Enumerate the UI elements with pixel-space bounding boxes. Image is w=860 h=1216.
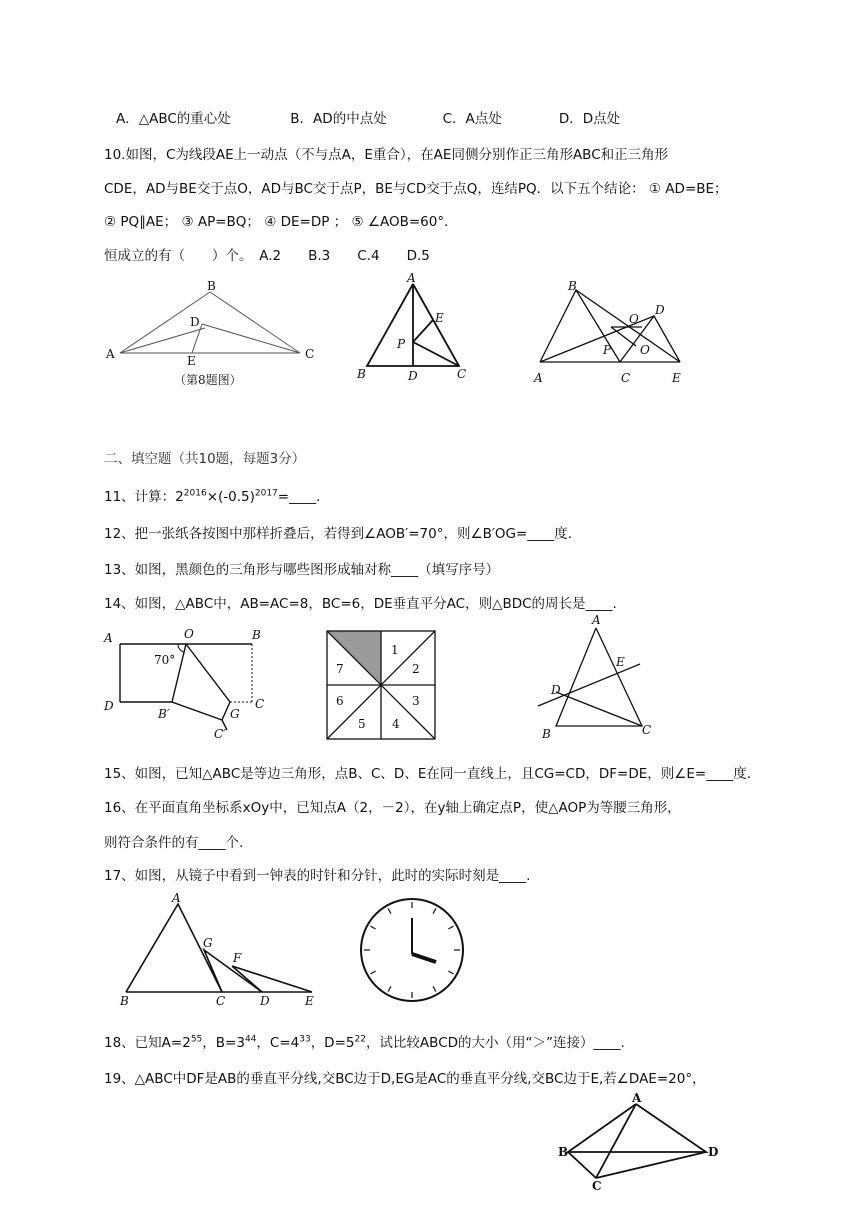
fig10-label-o1: O <box>629 312 639 326</box>
fig15-label-g: G <box>203 936 213 950</box>
fig-iso-label-b: B <box>357 367 366 381</box>
q18-e4: 22 <box>354 1034 366 1045</box>
section-2-heading: 二、填空题（共10题，每题3分） <box>104 451 306 467</box>
q12: 12、把一张纸各按图中那样折叠后，若得到∠AOB′=70°，则∠B′OG=____度. <box>104 526 573 542</box>
fig13-label-5: 5 <box>358 717 366 731</box>
fig15-label-c: C <box>216 994 226 1008</box>
figure-q13-grid <box>324 628 439 743</box>
q11-prefix: 11、计算：2 <box>104 489 184 505</box>
fig13-label-6: 6 <box>336 694 344 708</box>
q18-e3: 33 <box>299 1034 311 1045</box>
q11-exp1: 2016 <box>183 488 207 499</box>
fig12-label-b-prime: B′ <box>158 707 170 721</box>
fig8-label-b: B <box>207 279 216 293</box>
fig-iso-label-d: D <box>408 369 418 383</box>
fig8-label-a: A <box>106 347 115 361</box>
fig19-label-d: D <box>708 1145 719 1159</box>
figure-q10 <box>528 278 698 388</box>
q9-option-a: A．△ABC的重心处 <box>116 111 231 127</box>
fig14-label-b: B <box>542 727 551 741</box>
q18-t3: ，C=4 <box>256 1035 300 1051</box>
q9-option-b: B．AD的中点处 <box>290 111 387 127</box>
q18 <box>104 1033 625 1053</box>
q16-line2: 则符合条件的有____个. <box>104 835 244 851</box>
q15: 15、如图，已知△ABC是等边三角形，点B、C、D、E在同一直线上，且CG=CD，DF=DE，则∠E=____度. <box>104 766 752 782</box>
q9-option-c: C．A点处 <box>442 111 502 127</box>
q11 <box>104 487 320 507</box>
fig15-label-a: A <box>172 891 181 905</box>
q17: 17、如图，从镜子中看到一钟表的时针和分针，此时的实际时刻是____. <box>104 868 531 884</box>
q18-e2: 44 <box>244 1034 257 1045</box>
fig12-label-g: G <box>230 707 240 721</box>
q14: 14、如图，△ABC中，AB=AC=8，BC=6，DE垂直平分AC，则△BDC的周长是____. <box>104 596 617 612</box>
figure-q12-fold <box>100 626 275 741</box>
fig-iso-label-p: P <box>397 337 406 351</box>
fig-iso-label-e: E <box>435 311 444 325</box>
q18-t4: ，D=5 <box>310 1035 355 1051</box>
figure-q8 <box>100 280 330 390</box>
fig8-label-e: E <box>187 354 196 368</box>
fig12-label-o: O <box>184 627 194 641</box>
fig10-label-c: C <box>621 371 631 385</box>
fig-iso-label-c: C <box>457 367 467 381</box>
fig10-label-b: B <box>568 279 577 293</box>
fig10-label-d: D <box>655 303 665 317</box>
fig12-label-b: B <box>252 628 261 642</box>
q16-line1: 16、在平面直角坐标系xOy中，已知点A（2，－2），在y轴上确定点P，使△AOP为等腰三角形， <box>104 800 681 816</box>
fig13-label-7: 7 <box>336 662 344 676</box>
fig13-label-4: 4 <box>392 717 400 731</box>
fig8-label-c: C <box>305 347 315 361</box>
fig15-label-d: D <box>260 994 270 1008</box>
q19: 19、△ABC中DF是AB的垂直平分线,交BC边于D,EG是AC的垂直平分线,交BC边于E,若∠DAE=20°， <box>104 1071 706 1087</box>
q11-exp2: 2017 <box>254 488 278 499</box>
q11-mid: ×(-0.5) <box>206 489 255 505</box>
q10-line4: 恒成立的有（ ）个。 A.2 B.3 C.4 D.5 <box>104 248 430 264</box>
fig19-label-b: B <box>558 1145 569 1159</box>
fig12-label-d: D <box>104 699 114 713</box>
fig15-label-f: F <box>233 951 242 965</box>
fig19-label-a: A <box>632 1091 642 1105</box>
q9-option-d: D．D点处 <box>558 111 621 127</box>
figure-q14 <box>530 612 660 742</box>
q10-line2: CDE，AD与BE交于点O，AD与BC交于点P，BE与CD交于点Q，连结PQ．以下五个结论： ① AD=BE； <box>104 181 728 197</box>
q13: 13、如图，黑颜色的三角形与哪些图形成轴对称____（填写序号） <box>104 562 500 578</box>
fig15-label-e: E <box>305 994 314 1008</box>
q18-t2: ，B=3 <box>202 1035 245 1051</box>
fig10-label-p: P <box>603 343 612 357</box>
q18-e1: 55 <box>190 1034 203 1045</box>
fig13-label-1: 1 <box>391 643 399 657</box>
fig12-label-a: A <box>104 631 113 645</box>
fig19-label-c: C <box>592 1179 602 1193</box>
fig14-label-a: A <box>592 613 601 627</box>
fig14-label-d: D <box>551 683 561 697</box>
clock-figure <box>358 896 468 1006</box>
fig14-label-c: C <box>642 723 652 737</box>
q11-suffix: =____. <box>277 489 321 505</box>
fig13-label-2: 2 <box>412 662 420 676</box>
fig12-label-c: C <box>255 697 265 711</box>
fig14-label-e: E <box>616 655 625 669</box>
figure-isosceles-p <box>355 272 475 384</box>
figure-q19 <box>556 1091 726 1216</box>
fig8-label-d: D <box>190 315 200 329</box>
fig12-label-c-prime: C′ <box>214 727 226 741</box>
fig13-label-3: 3 <box>412 694 420 708</box>
clock-hour-hand <box>412 954 436 962</box>
fig8-caption: （第8题图） <box>174 373 242 387</box>
fig10-label-a: A <box>534 371 543 385</box>
fig-iso-label-a: A <box>407 271 416 285</box>
q18-t5: ，试比较ABCD的大小（用“＞”连接）____. <box>365 1035 625 1051</box>
fig10-label-o2: O <box>640 343 650 357</box>
fig10-label-e: E <box>672 371 681 385</box>
q18-t1: 18、已知A=2 <box>104 1035 191 1051</box>
fig15-label-b: B <box>120 994 129 1008</box>
figure-q15 <box>112 892 322 1007</box>
q9-options <box>116 109 620 129</box>
fig12-angle-70: 70° <box>154 653 176 667</box>
q10-line1: 10.如图，C为线段AE上一动点（不与点A，E重合），在AE同侧分别作正三角形ABC和正三角形 <box>104 147 669 163</box>
q10-line3: ② PQ∥AE； ③ AP=BQ； ④ DE=DP ； ⑤ ∠AOB=60°． <box>104 214 458 230</box>
